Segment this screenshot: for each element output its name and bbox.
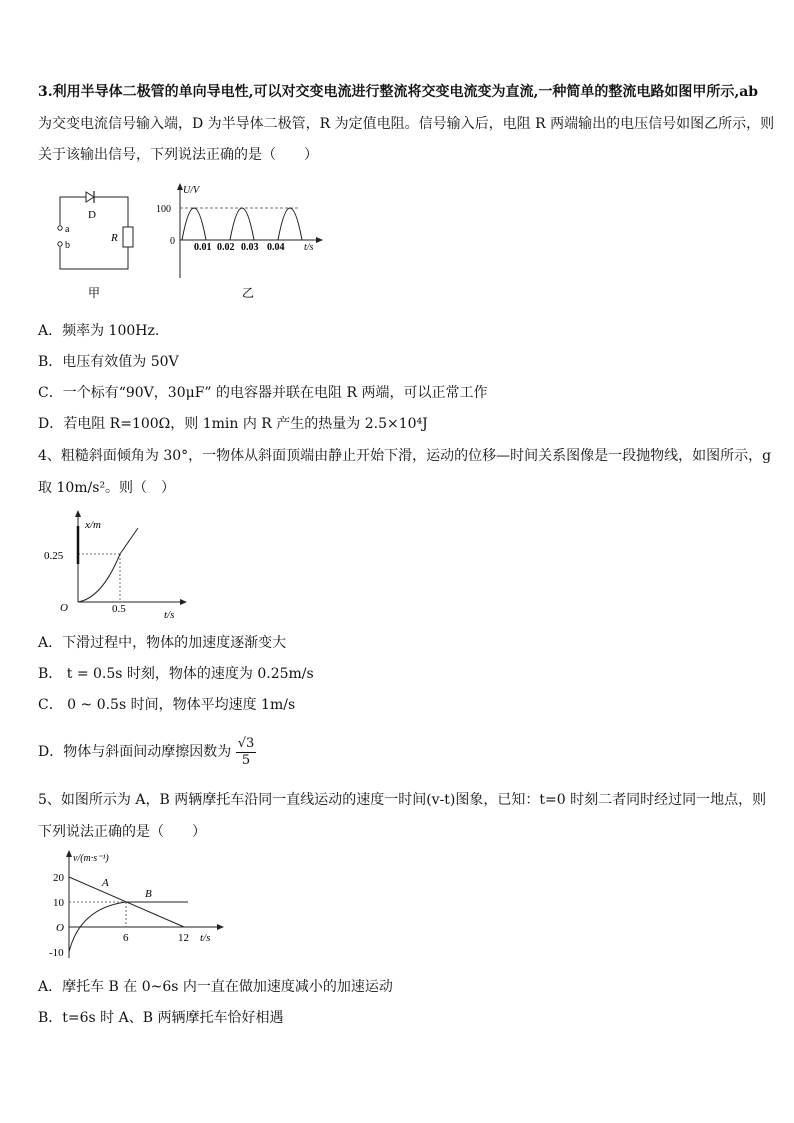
q4-origin: O	[60, 602, 68, 614]
fraction-denominator: 5	[241, 752, 251, 768]
q4-option-c: C． 0 ~ 0.5s 时间，物体平均速度 1m/s	[38, 697, 296, 713]
q5-ytick-10: 10	[53, 897, 64, 909]
yi-ytick-100: 100	[156, 204, 171, 215]
q3-option-c: C．一个标有“90V，30μF” 的电容器并联在电阻 R 两端，可以正常工作	[38, 385, 488, 401]
resistor-symbol	[123, 227, 133, 247]
q4-xtick: 0.5	[112, 603, 126, 615]
q5-ylabel: v/(m·s⁻¹)	[73, 853, 109, 864]
diode-symbol	[86, 192, 94, 202]
q3-stem-line3: 关于该输出信号，下列说法正确的是（ ）	[38, 147, 318, 163]
q4-ylabel: x/m	[85, 519, 101, 531]
yi-xtick-0.01: 0.01	[194, 242, 212, 253]
q5-velocity-graph	[40, 846, 230, 964]
q5-stem-line1: 5、如图所示为 A，B 两辆摩托车沿同一直线运动的速度一时间(v-t)图象，已知：t=0 时刻二者同时经过同一地点，则	[38, 792, 767, 808]
q3-stem-line1: 3.利用半导体二极管的单向导电性,可以对交变电流进行整流将交变电流变为直流,一种简单的整流电路如图甲所示,ab	[38, 84, 759, 100]
terminal-b-label: b	[65, 240, 70, 251]
q5-ytick-neg10: -10	[49, 947, 64, 959]
q3-stem-line2: 为交变电流信号输入端，D 为半导体二极管，R 为定值电阻。信号输入后，电阻 R 两端输出的电压信号如图乙所示，则	[38, 116, 775, 132]
q4-option-b: B． t = 0.5s 时刻，物体的速度为 0.25m/s	[38, 666, 314, 682]
q5-stem-line2: 下列说法正确的是（ ）	[38, 824, 206, 840]
q4-xlabel: t/s	[164, 609, 175, 621]
q5-label-b: B	[145, 888, 152, 900]
q5-xtick-6: 6	[123, 932, 129, 944]
q5-option-b: B．t=6s 时 A、B 两辆摩托车恰好相遇	[38, 1010, 284, 1026]
fig-jia-caption: 甲	[88, 286, 101, 300]
terminal-a	[58, 226, 62, 230]
q4-stem-line2: 取 10m/s²。则（ ）	[38, 480, 176, 496]
q5-ytick-20: 20	[53, 872, 64, 884]
q3-option-d: D．若电阻 R=100Ω，则 1min 内 R 产生的热量为 2.5×10⁴J	[38, 416, 428, 432]
q4-option-a: A．下滑过程中，物体的加速度逐渐变大	[38, 635, 287, 651]
q5-xlabel: t/s	[200, 932, 211, 944]
fraction-numerator: √3	[237, 735, 255, 751]
fig-yi-caption: 乙	[242, 286, 255, 300]
q4-option-d-text: D．物体与斜面间动摩擦因数为	[38, 744, 232, 760]
yi-xtick-0.02: 0.02	[217, 242, 235, 253]
q3-voltage-graph	[150, 178, 330, 300]
q3-option-a: A．频率为 100Hz.	[38, 323, 160, 339]
yi-xtick-0.04: 0.04	[267, 242, 285, 253]
yi-xlabel: t/s	[304, 242, 314, 253]
terminal-a-label: a	[65, 224, 70, 235]
yi-xtick-0.03: 0.03	[241, 242, 259, 253]
diode-label: D	[88, 209, 96, 221]
q3-option-b: B．电压有效值为 50V	[38, 354, 179, 370]
q4-stem-line1: 4、粗糙斜面倾角为 30°，一物体从斜面顶端由静止开始下滑，运动的位移—时间关系图像是一段抛物线，如图所示，g	[38, 448, 772, 464]
q5-origin: O	[56, 922, 64, 934]
yi-origin: 0	[170, 236, 175, 247]
q5-xtick-12: 12	[178, 932, 189, 944]
terminal-b	[58, 242, 62, 246]
q4-option-d-fraction	[236, 736, 257, 769]
circuit-wire	[60, 197, 128, 269]
q5-option-a: A．摩托车 B 在 0~6s 内一直在做加速度减小的加速运动	[38, 979, 393, 995]
resistor-label: R	[111, 232, 118, 244]
q5-label-a: A	[102, 877, 109, 889]
q4-option-d	[38, 734, 256, 770]
q3-circuit-diagram	[50, 185, 140, 300]
q4-displacement-graph	[40, 506, 190, 621]
yi-ylabel: U/V	[183, 185, 200, 196]
q4-ytick: 0.25	[44, 550, 64, 562]
